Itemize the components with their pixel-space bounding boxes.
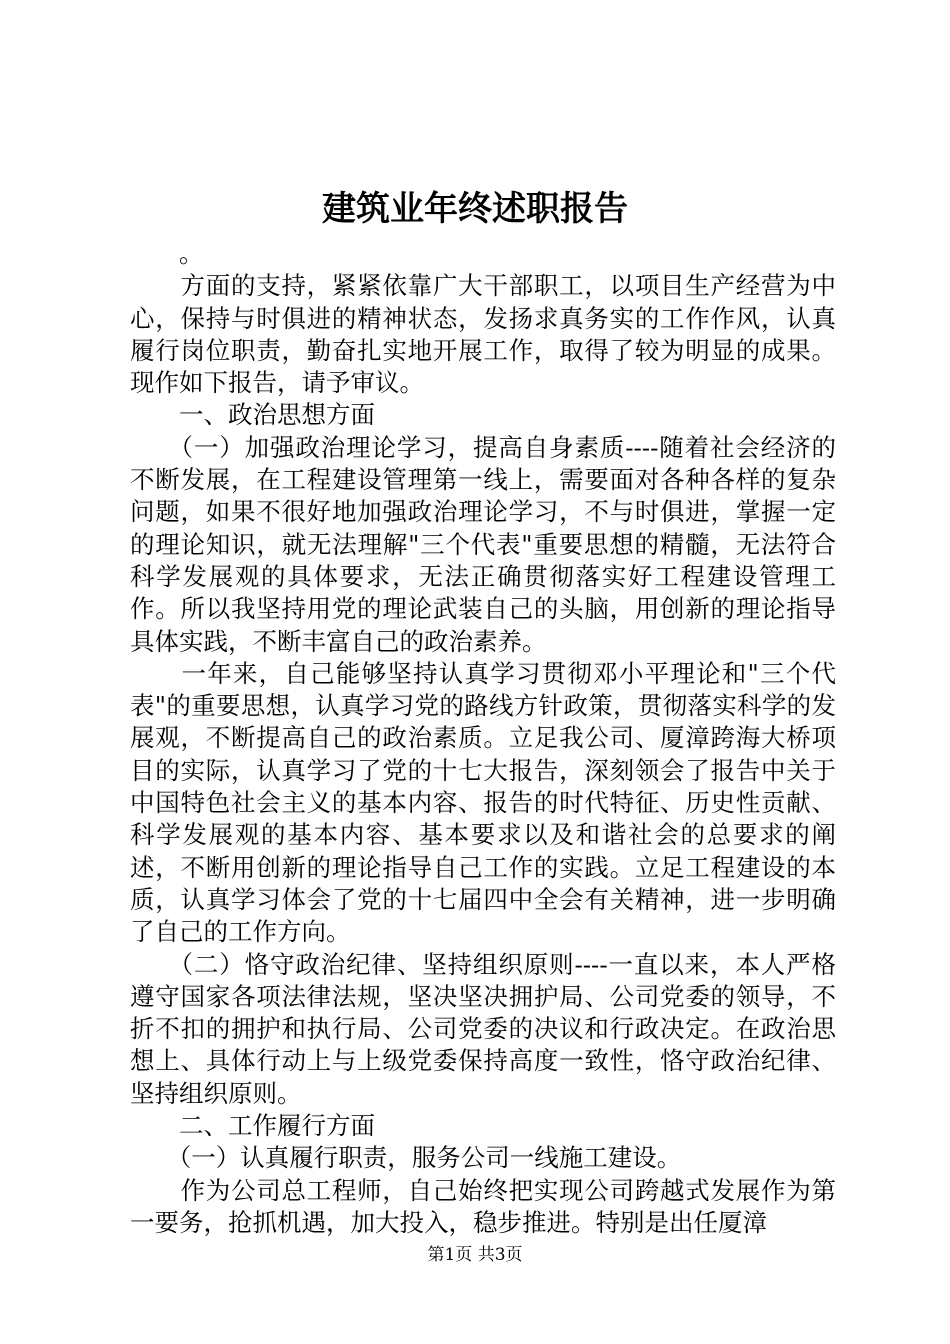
paragraph: 作为公司总工程师，自己始终把实现公司跨越式发展作为第一要务，抢抓机遇，加大投入，稳步推进。特别是出任厦漳 bbox=[130, 1175, 836, 1237]
document-body bbox=[130, 238, 836, 1239]
section-heading: 一、政治思想方面 bbox=[130, 400, 375, 430]
paragraph: 。 bbox=[130, 239, 204, 268]
paragraph: 方面的支持，紧紧依靠广大干部职工，以项目生产经营为中心，保持与时俱进的精神状态，发扬求真务实的工作作风，认真履行岗位职责，勤奋扎实地开展工作，取得了较为明显的成果。现作如下报告，请予审议。 bbox=[130, 271, 836, 398]
document-title: 建筑业年终述职报告 bbox=[322, 189, 628, 229]
paragraph: 一年来，自己能够坚持认真学习贯彻邓小平理论和"三个代表"的重要思想，认真学习党的路线方针政策，贯彻落实科学的发展观，不断提高自己的政治素质。立足我公司、厦漳跨海大桥项目的实际，认真学习了党的十七大报告，深刻领会了报告中关于中国特色社会主义的基本内容、报告的时代特征、历史性贡献、科学发展观的基本内容、基本要求以及和谐社会的总要求的阐述，不断用创新的理论指导自己工作的实践。立足工程建设的本质，认真学习体会了党的十七届四中全会有关精神，进一步明确了自己的工作方向。 bbox=[130, 658, 836, 947]
paragraph: （一）认真履行职责，服务公司一线施工建设。 bbox=[130, 1143, 682, 1173]
paragraph: （一）加强政治理论学习，提高自身素质----随着社会经济的不断发展，在工程建设管理第一线上，需要面对各种各样的复杂问题，如果不很好地加强政治理论学习，不与时俱进，掌握一定的理论知识，就无法理解"三个代表"重要思想的精髓，无法符合科学发展观的具体要求，无法正确贯彻落实好工程建设管理工作。所以我坚持用党的理论武装自己的头脑，用创新的理论指导具体实践，不断丰富自己的政治素养。 bbox=[130, 432, 836, 656]
section-heading: 二、工作履行方面 bbox=[130, 1111, 375, 1141]
page-footer: 第1页 共3页 bbox=[427, 1245, 523, 1265]
paragraph: （二）恪守政治纪律、坚持组织原则----一直以来，本人严格遵守国家各项法律法规，坚决坚决拥护局、公司党委的领导，不折不扣的拥护和执行局、公司党委的决议和行政决定。在政治思想上、具体行动上与上级党委保持高度一致性，恪守政治纪律、坚持组织原则。 bbox=[130, 949, 836, 1108]
